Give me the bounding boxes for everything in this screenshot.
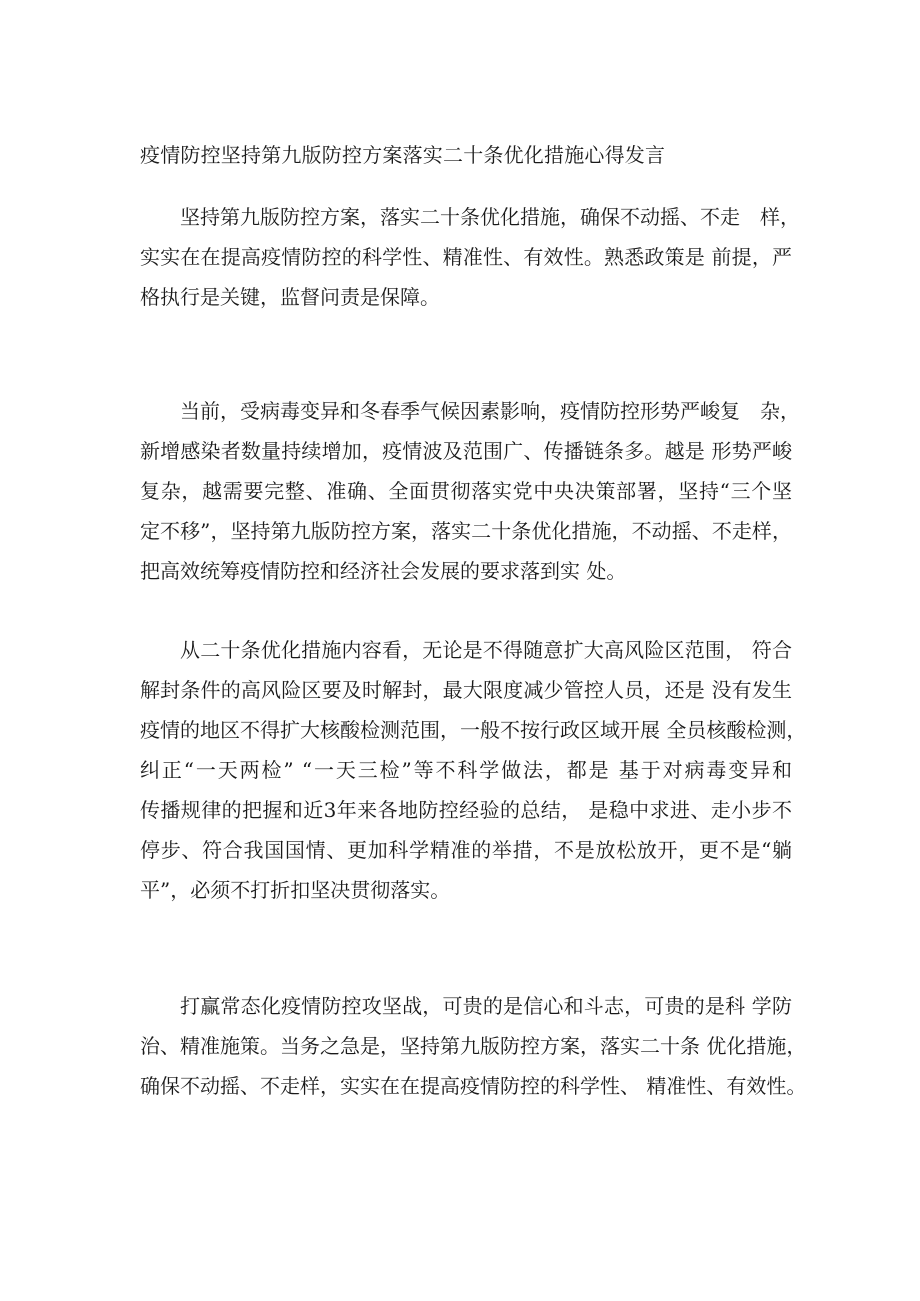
paragraph-line: 格执行是关键，监督问责是保障。 xyxy=(140,285,440,309)
document-title: 疫情防控坚持第九版防控方案落实二十条优化措施心得发言 xyxy=(140,143,666,167)
paragraph-4 xyxy=(140,986,807,1106)
paragraph-line: 把高效统筹疫情防控和经济社会发展的要求落到实 处。 xyxy=(140,559,627,583)
paragraph-2 xyxy=(140,391,800,591)
paragraph-line: 平”，必须不打折扣坚决贯彻落实。 xyxy=(140,878,451,902)
paragraph-line: 治、精准施策。当务之急是，坚持第九版防控方案，落实二十条 优化措施， xyxy=(140,1034,807,1058)
paragraph-line: 打赢常态化疫情防控攻坚战，可贵的是信心和斗志，可贵的是科 学防 xyxy=(180,994,792,1018)
paragraph-3 xyxy=(140,630,807,910)
paragraph-line: 复杂，越需要完整、准确、全面贯彻落实党中央决策部署，坚持“三个坚 xyxy=(140,479,792,503)
paragraph-line: 解封条件的高风险区要及时解封，最大限度减少管控人员，还是 没有发生 xyxy=(140,678,792,702)
paragraph-line: 纠正“一天两检” “一天三检”等不科学做法，都是 基于对病毒变异和 xyxy=(140,758,792,782)
paragraph-line: 停步、符合我国国情、更加科学精准的举措，不是放松放开，更不是“躺 xyxy=(140,838,792,862)
paragraph-line: 坚持第九版防控方案，落实二十条优化措施，确保不动摇、不走 样， xyxy=(180,205,800,229)
paragraph-1 xyxy=(140,197,800,317)
paragraph-line: 疫情的地区不得扩大核酸检测范围，一般不按行政区域开展 全员核酸检测， xyxy=(140,718,807,742)
paragraph-line: 实实在在提高疫情防控的科学性、精准性、有效性。熟悉政策是 前提，严 xyxy=(140,245,792,269)
paragraph-line: 从二十条优化措施内容看，无论是不得随意扩大高风险区范围， 符合 xyxy=(180,638,792,662)
paragraph-line: 传播规律的把握和近3年来各地防控经验的总结， 是稳中求进、走小步不 xyxy=(140,798,792,822)
paragraph-line: 新增感染者数量持续增加，疫情波及范围广、传播链条多。越是 形势严峻 xyxy=(140,439,792,463)
paragraph-line: 当前，受病毒变异和冬春季气候因素影响，疫情防控形势严峻复 杂， xyxy=(180,399,800,423)
paragraph-line: 定不移”，坚持第九版防控方案，落实二十条优化措施，不动摇、不走样， xyxy=(140,519,792,543)
paragraph-line: 确保不动摇、不走样，实实在在提高疫情防控的科学性、 精准性、有效性。 xyxy=(140,1074,807,1098)
